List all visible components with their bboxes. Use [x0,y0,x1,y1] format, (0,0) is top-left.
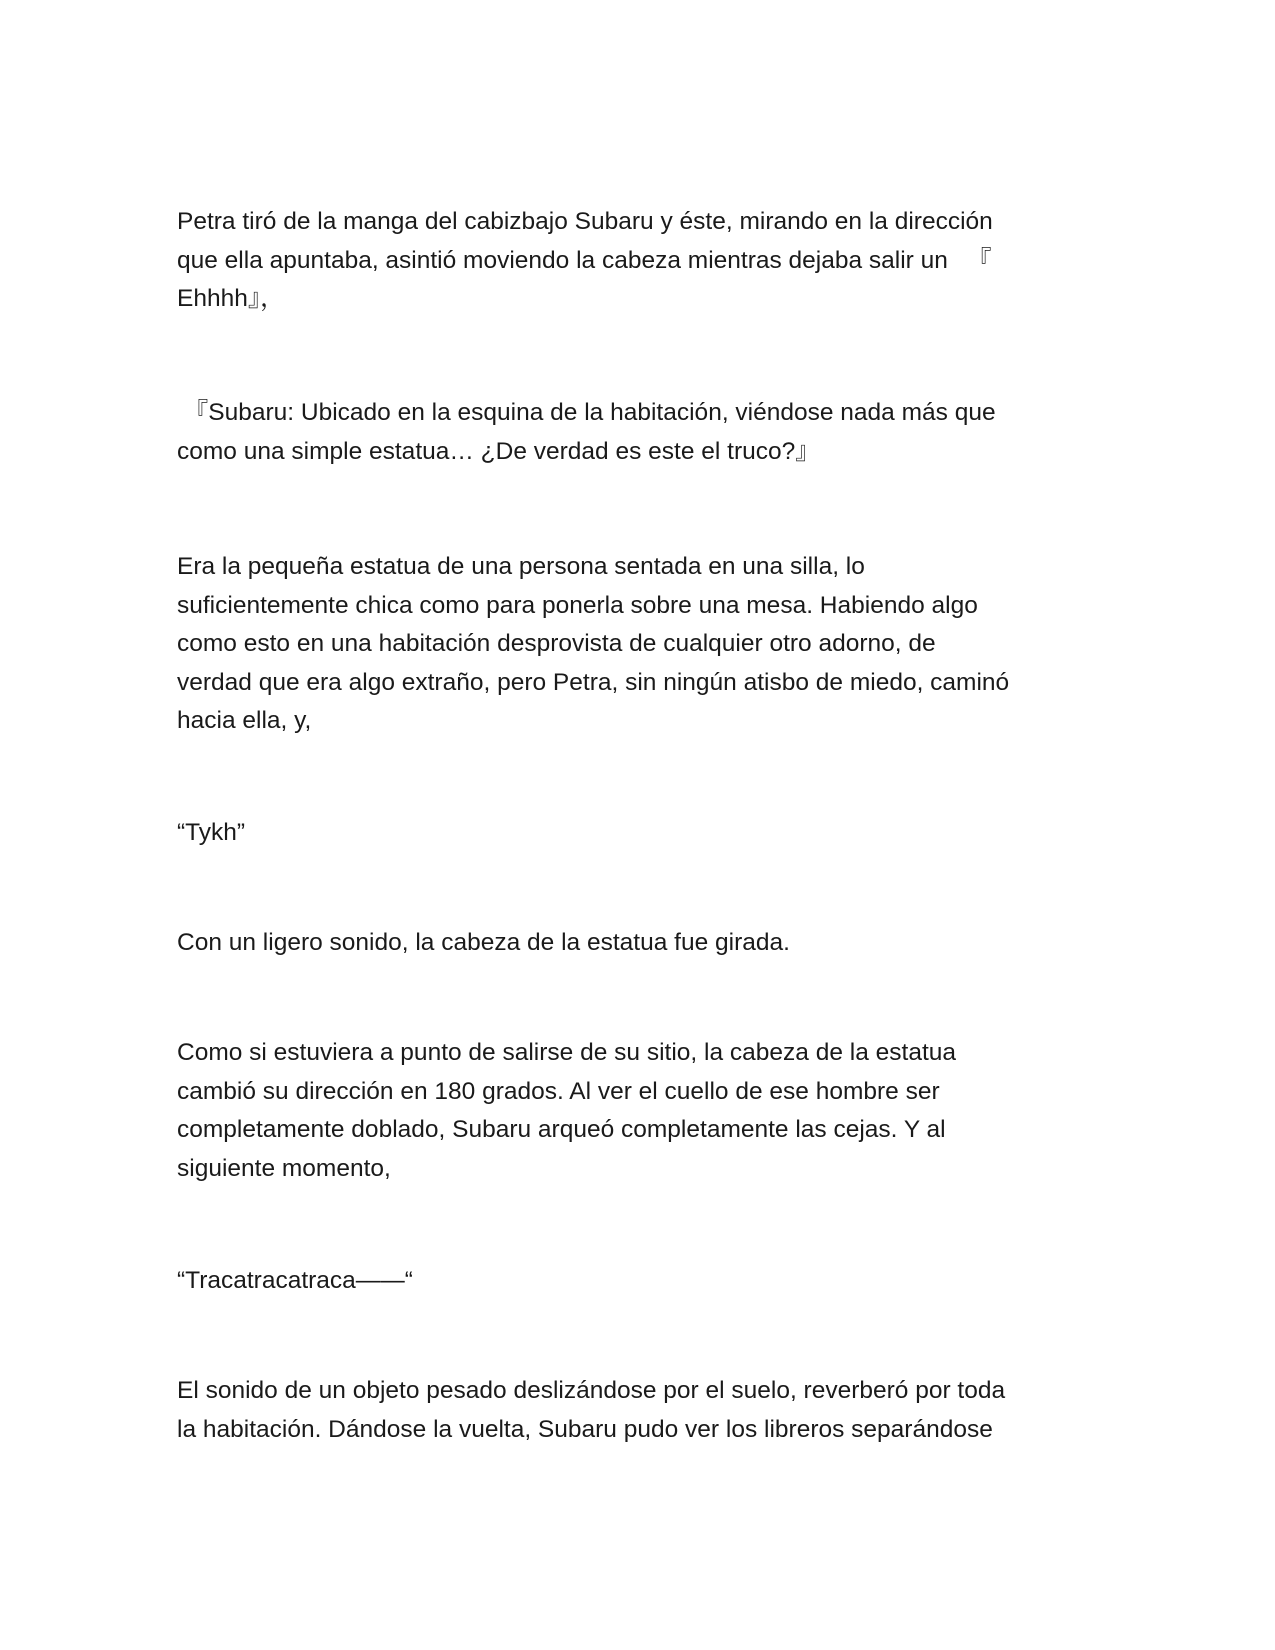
paragraph-petra-sleeve [177,203,1097,319]
text-line: que ella apuntaba, asintió moviendo la cabeza mientras dejaba salir un 『 [177,246,992,274]
text-line: completamente doblado, Subaru arqueó completamente las cejas. Y al [177,1116,946,1143]
paragraph-tykh-sound [177,814,1097,853]
text-line: cambió su dirección en 180 grados. Al ver el cuello de ese hombre ser [177,1077,940,1105]
text-line: siguiente momento, [177,1154,391,1182]
paragraph-head-turned [177,924,1097,963]
text-line: Ehhhh』， [177,285,285,312]
paragraph-tracatraca-sound [177,1262,1097,1301]
text-line: Con un ligero sonido, la cabeza de la estatua fue girada. [177,929,790,956]
paragraph-bookshelves [177,1372,1097,1449]
text-line: la habitación. Dándose la vuelta, Subaru pudo ver los libreros separándose [177,1415,993,1443]
text-line: suficientemente chica como para ponerla sobre una mesa. Habiendo algo [177,591,978,619]
text-line: El sonido de un objeto pesado deslizándose por el suelo, reverberó por toda [177,1377,1006,1404]
text-line: “Tykh” [177,819,246,846]
paragraph-statue-description [177,548,1097,741]
text-line: como una simple estatua… ¿De verdad es este el truco?』 [177,437,820,465]
text-line: “Tracatracatraca——“ [177,1267,413,1294]
text-line: Petra tiró de la manga del cabizbajo Subaru y éste, mirando en la dirección [177,208,993,235]
text-line: Era la pequeña estatua de una persona sentada en una silla, lo [177,553,865,580]
text-line: Como si estuviera a punto de salirse de su sitio, la cabeza de la estatua [177,1039,956,1066]
text-line: verdad que era algo extraño, pero Petra, sin ningún atisbo de miedo, caminó [177,668,1010,696]
text-line: como esto en una habitación desprovista de cualquier otro adorno, de [177,630,936,657]
paragraph-head-rotation [177,1034,1097,1188]
text-line: hacia ella, y, [177,707,312,734]
text-line: 『Subaru: Ubicado en la esquina de la habitación, viéndose nada más que [177,399,996,426]
paragraph-subaru-thought [177,394,1097,471]
